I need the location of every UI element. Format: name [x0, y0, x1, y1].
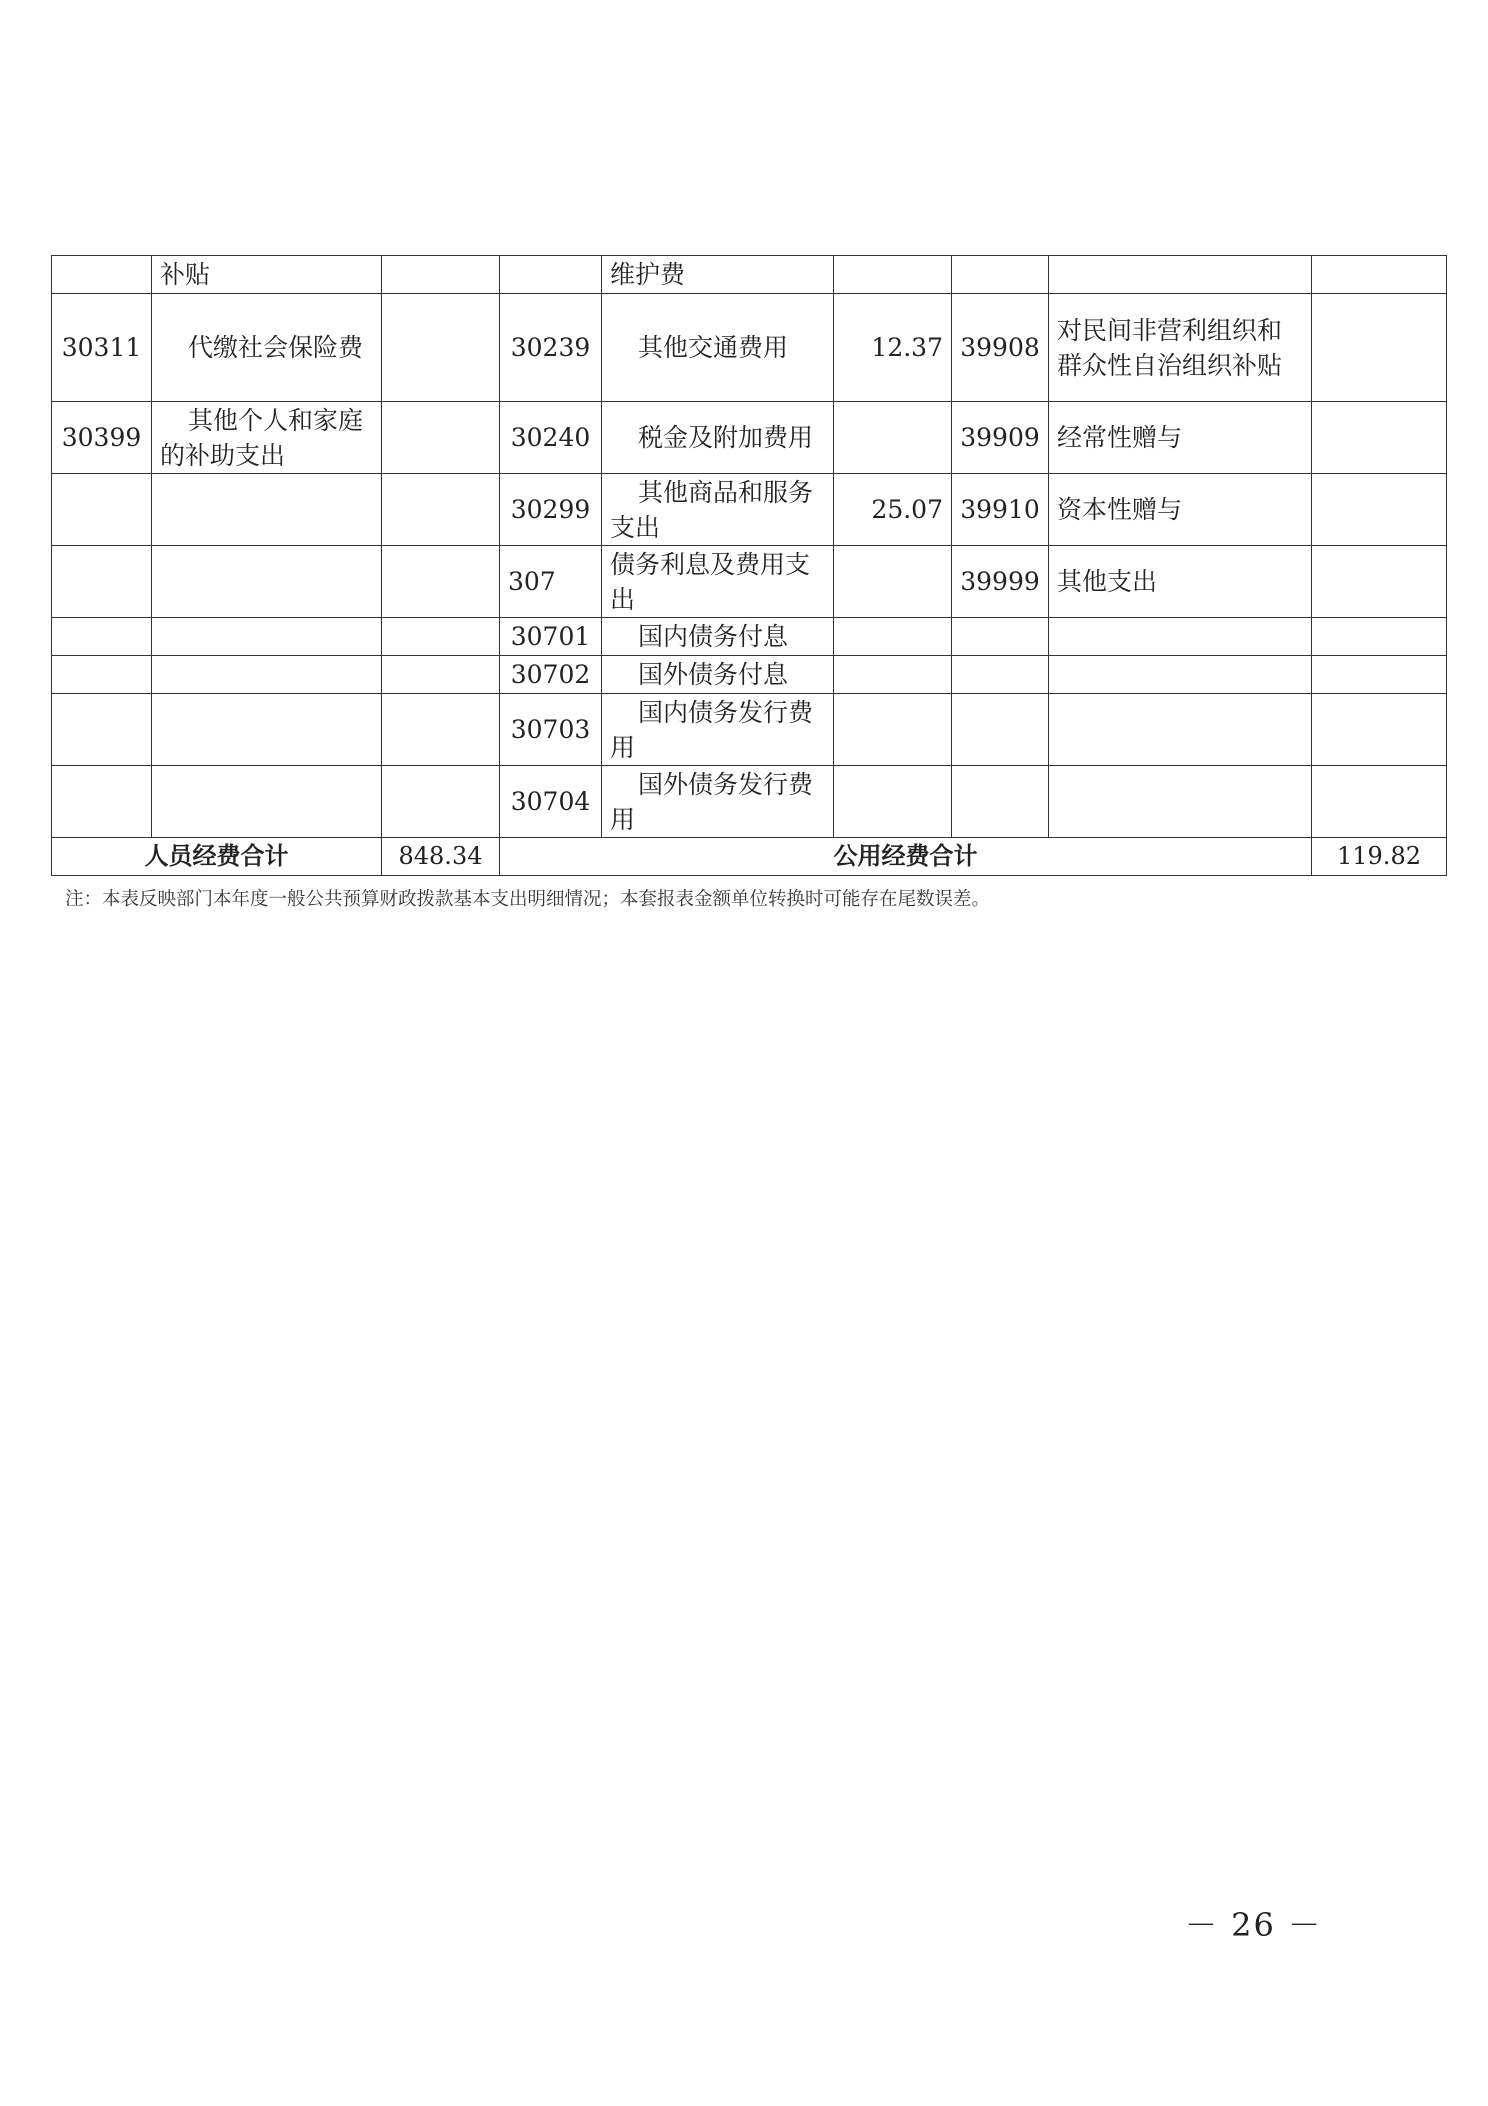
personnel-code-cell	[52, 474, 152, 546]
personnel-amount-cell	[382, 694, 500, 766]
other-name-cell	[1049, 618, 1312, 656]
public-name-text: 国外债务发行费用	[610, 769, 814, 834]
public-code-cell	[500, 256, 602, 294]
public-amount-cell	[834, 694, 952, 766]
personnel-code-cell	[52, 546, 152, 618]
public-amount-cell	[834, 546, 952, 618]
other-code-cell	[952, 618, 1049, 656]
other-amount-cell	[1312, 694, 1447, 766]
personnel-name-cell	[152, 546, 382, 618]
other-amount-cell	[1312, 294, 1447, 402]
other-code-cell	[952, 656, 1049, 694]
personnel-amount-cell	[382, 766, 500, 838]
public-code-cell: 30299	[500, 474, 602, 546]
personnel-code-cell	[52, 256, 152, 294]
other-amount-cell	[1312, 546, 1447, 618]
public-name-cell	[602, 474, 834, 546]
public-code-cell: 307	[500, 546, 602, 618]
personnel-code-cell	[52, 656, 152, 694]
public-amount-cell	[834, 402, 952, 474]
public-name-cell: 维护费	[602, 256, 834, 294]
public-amount-cell	[834, 618, 952, 656]
table-row	[52, 256, 1447, 294]
personnel-name-cell	[152, 656, 382, 694]
other-code-cell	[952, 694, 1049, 766]
public-name-text: 国外债务付息	[638, 660, 789, 689]
public-name-text: 其他交通费用	[638, 333, 789, 362]
other-code-cell: 39999	[952, 546, 1049, 618]
other-name-cell	[1049, 656, 1312, 694]
other-amount-cell	[1312, 656, 1447, 694]
other-name-cell	[1049, 766, 1312, 838]
other-code-cell	[952, 766, 1049, 838]
personnel-code-cell	[52, 618, 152, 656]
public-name-text: 国内债务付息	[638, 622, 789, 651]
personnel-name-cell	[152, 402, 382, 474]
public-code-cell: 30240	[500, 402, 602, 474]
public-name-cell	[602, 656, 834, 694]
personnel-name-cell	[152, 294, 382, 402]
table-row	[52, 546, 1447, 618]
personnel-total-label: 人员经费合计	[52, 838, 382, 876]
public-name-cell	[602, 766, 834, 838]
table-row	[52, 656, 1447, 694]
public-code-cell: 30701	[500, 618, 602, 656]
other-name-cell	[1049, 256, 1312, 294]
totals-row	[52, 838, 1447, 876]
other-amount-cell	[1312, 474, 1447, 546]
personnel-code-cell	[52, 694, 152, 766]
table-row	[52, 294, 1447, 402]
other-amount-cell	[1312, 618, 1447, 656]
public-name-cell: 债务利息及费用支出	[602, 546, 834, 618]
personnel-amount-cell	[382, 402, 500, 474]
personnel-amount-cell	[382, 656, 500, 694]
other-amount-cell	[1312, 256, 1447, 294]
personnel-name-cell	[152, 694, 382, 766]
public-name-cell	[602, 694, 834, 766]
public-name-cell	[602, 402, 834, 474]
personnel-name-cell	[152, 474, 382, 546]
public-code-cell: 30703	[500, 694, 602, 766]
other-name-cell: 对民间非营利组织和群众性自治组织补贴	[1049, 294, 1312, 402]
table-row	[52, 694, 1447, 766]
other-amount-cell	[1312, 402, 1447, 474]
other-name-cell: 其他支出	[1049, 546, 1312, 618]
public-name-cell	[602, 294, 834, 402]
personnel-total-value: 848.34	[382, 838, 500, 876]
personnel-name-text: 其他个人和家庭的补助支出	[160, 405, 364, 470]
personnel-amount-cell	[382, 546, 500, 618]
public-amount-cell	[834, 766, 952, 838]
table-footnote: 注：本表反映部门本年度一般公共预算财政拨款基本支出明细情况；本套报表金额单位转换时可能存在尾数误差。	[65, 889, 991, 910]
public-code-cell: 30239	[500, 294, 602, 402]
personnel-amount-cell	[382, 294, 500, 402]
public-amount-cell: 12.37	[834, 294, 952, 402]
other-code-cell: 39909	[952, 402, 1049, 474]
public-amount-cell	[834, 656, 952, 694]
public-total-value: 119.82	[1312, 838, 1447, 876]
other-name-cell: 经常性赠与	[1049, 402, 1312, 474]
personnel-name-cell	[152, 766, 382, 838]
personnel-code-cell: 30311	[52, 294, 152, 402]
budget-detail-table	[51, 255, 1447, 876]
public-code-cell: 30702	[500, 656, 602, 694]
personnel-name-text: 代缴社会保险费	[188, 333, 364, 362]
personnel-name-cell	[152, 618, 382, 656]
public-name-text: 其他商品和服务支出	[610, 477, 814, 542]
public-amount-cell	[834, 256, 952, 294]
table-row	[52, 766, 1447, 838]
other-code-cell: 39910	[952, 474, 1049, 546]
public-name-cell	[602, 618, 834, 656]
personnel-amount-cell	[382, 618, 500, 656]
other-name-cell: 资本性赠与	[1049, 474, 1312, 546]
other-name-cell	[1049, 694, 1312, 766]
page-number: － 26 －	[1185, 1906, 1323, 1944]
personnel-amount-cell	[382, 256, 500, 294]
other-code-cell	[952, 256, 1049, 294]
public-name-text: 税金及附加费用	[638, 423, 814, 452]
other-amount-cell	[1312, 766, 1447, 838]
public-amount-cell: 25.07	[834, 474, 952, 546]
other-code-cell: 39908	[952, 294, 1049, 402]
personnel-name-cell: 补贴	[152, 256, 382, 294]
table-row	[52, 618, 1447, 656]
table-row	[52, 402, 1447, 474]
personnel-amount-cell	[382, 474, 500, 546]
personnel-code-cell: 30399	[52, 402, 152, 474]
table-row	[52, 474, 1447, 546]
public-name-text: 国内债务发行费用	[610, 697, 814, 762]
personnel-code-cell	[52, 766, 152, 838]
public-total-label: 公用经费合计	[500, 838, 1312, 876]
public-code-cell: 30704	[500, 766, 602, 838]
